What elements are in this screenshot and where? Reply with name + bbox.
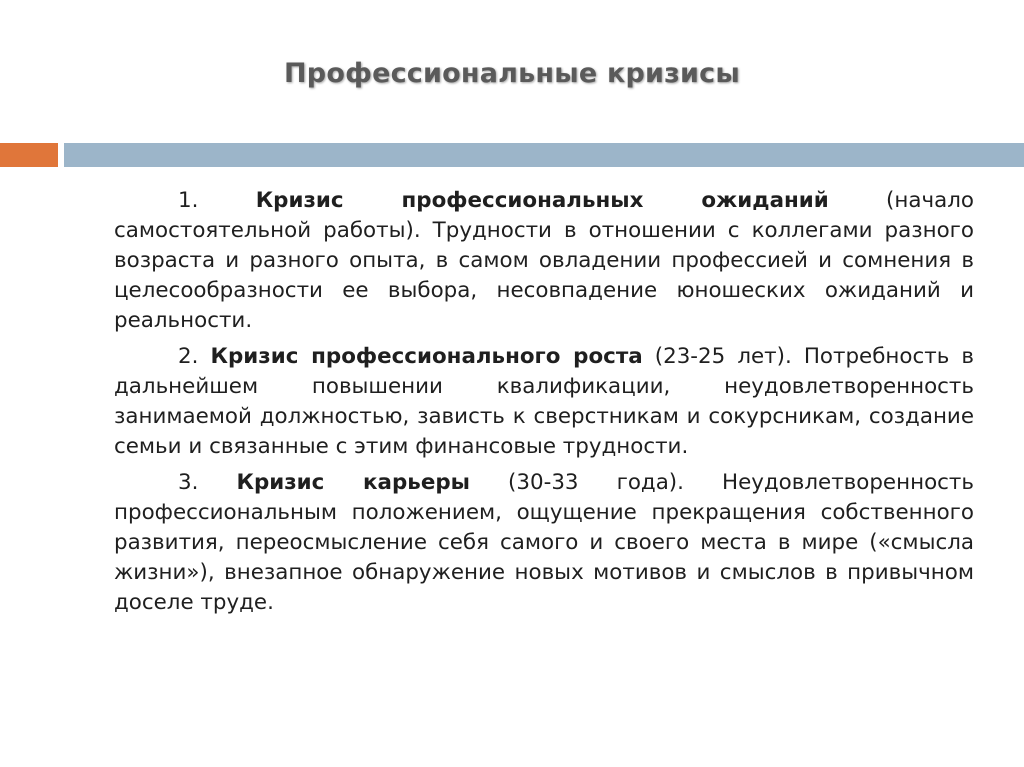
item-text: (начало самостоятельной работы). Трудности в отношении с коллегами разного возраста и разного опыта, в самом овладении профессией и сомнения в целесообразности ее выбора, несовпадение юношеских ожиданий и реальности. [114, 188, 974, 333]
item-number: 1. [178, 188, 199, 213]
accent-bar [0, 143, 58, 167]
title-underline-bar [64, 143, 1024, 167]
crisis-item-3 [114, 468, 974, 618]
crisis-item-2 [114, 342, 974, 462]
item-number: 3. [178, 470, 199, 495]
item-text: (30-33 года). Неудовлетворенность профессиональным положением, ощущение прекращения собственного развития, переосмысление себя самого и своего места в мире («смысла жизни»), внезапное обнаружение новых мотивов и смыслов в привычном доселе труде. [114, 470, 974, 615]
item-heading: Кризис профессионального роста [210, 344, 643, 369]
item-heading: Кризис карьеры [236, 470, 470, 495]
item-heading: Кризис профессиональных ожиданий [255, 188, 829, 213]
item-number: 2. [178, 344, 199, 369]
slide-title: Профессиональные кризисы [284, 58, 740, 89]
crisis-item-1 [114, 186, 974, 336]
item-text: (23-25 лет). Потребность в дальнейшем повышении квалификации, неудовлетворенность занимаемой должностью, зависть к сверстникам и сокурсникам, создание семьи и связанные с этим финансовые трудности. [114, 344, 974, 459]
slide-body [114, 186, 974, 624]
